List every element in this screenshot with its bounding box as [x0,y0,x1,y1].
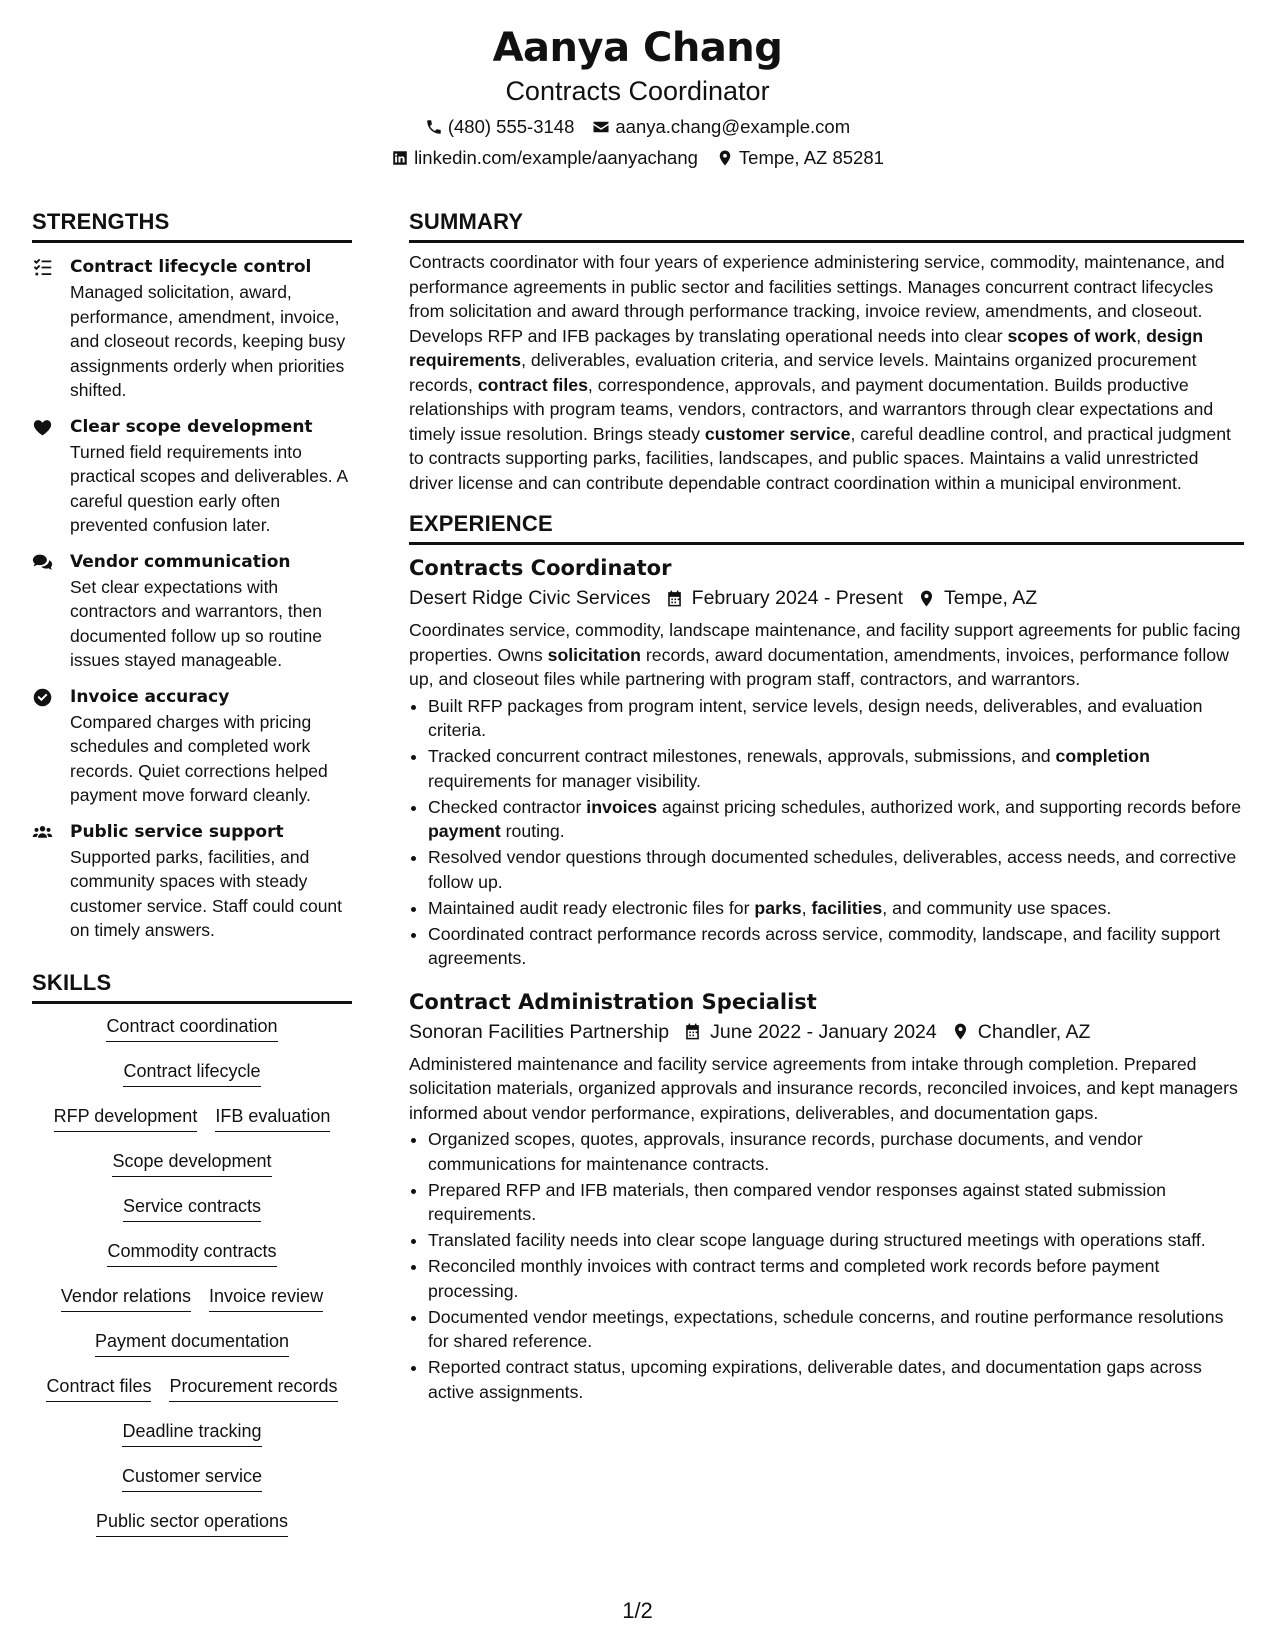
job-title: Contracts Coordinator [409,556,672,580]
job-location [917,583,1037,613]
skill-row [112,1149,271,1194]
list-item: • Built RFP packages from program intent, service levels, design needs, deliverables, and evaluation criteria. [428,694,1244,743]
linkedin-icon [391,149,409,167]
skill-row [96,1509,288,1554]
skill-tag: Procurement records [169,1374,337,1402]
email-contact[interactable] [592,114,850,140]
strengths-heading: STRENGTHS [32,208,352,243]
phone-contact[interactable] [425,114,575,140]
job-entry [409,553,1244,971]
resume-header [0,22,1275,171]
map-pin-icon [917,589,936,608]
skill-row [122,1464,262,1509]
map-pin-icon [716,149,734,167]
job-dates-text: February 2024 - Present [691,587,904,609]
list-item: • Reported contract status, upcoming expirations, deliverable dates, and documentation gaps across active assignments. [428,1355,1244,1404]
skill-row [123,1059,260,1104]
emphasis-text: facilities [811,897,883,918]
skill-tag: Scope development [112,1149,271,1177]
strength-desc: Set clear expectations with contractors and warrantors, then documented follow up so routine issues stayed manageable. [70,576,322,670]
job-bullets [409,1127,1244,1404]
job-entry [409,987,1244,1405]
skill-tag: Contract coordination [106,1014,277,1042]
skill-tag: Vendor relations [61,1284,191,1312]
list-check-icon [32,257,53,278]
job-location [951,1017,1091,1047]
list-item: • Coordinated contract performance records across service, commodity, landscape, and facility support agreements. [428,922,1244,971]
job-location-text: Chandler, AZ [977,1020,1091,1043]
skill-tag: Payment documentation [95,1329,289,1357]
strength-item [32,255,352,403]
emphasis-text: payment [428,821,501,841]
envelope-icon [592,118,610,136]
phone-text: (480) 555-3148 [447,116,575,137]
strength-title: Vendor communication [70,551,291,572]
list-item: • Resolved vendor questions through documented schedules, deliverables, access needs, and corrective follow up. [428,845,1244,894]
strength-desc: Turned field requirements into practical scopes and deliverables. A careful question early often prevented confusion later. [70,441,348,535]
list-item: • Organized scopes, quotes, approvals, insurance records, purchase documents, and vendor communications for maintenance contracts. [428,1127,1244,1176]
skill-row [95,1329,289,1374]
emphasis-text: design requirements [409,325,1204,370]
emphasis-text: solicitation [547,644,641,665]
job-dates [683,1017,937,1047]
skills-heading: SKILLS [32,969,352,1004]
job-dates [665,583,903,613]
strength-title: Public service support [70,821,284,842]
email-text: aanya.chang@example.com [615,116,851,137]
skill-row [123,1194,261,1239]
emphasis-text: completion [1055,746,1150,766]
skill-tag: Public sector operations [96,1509,288,1537]
list-item: • Tracked concurrent contract milestones, renewals, approvals, submissions, and completion requirements for manager visibility. [428,744,1244,793]
skill-tag: IFB evaluation [215,1104,330,1132]
strength-item [32,550,352,673]
skill-tag: Contract files [46,1374,151,1402]
strength-title: Invoice accuracy [70,686,230,707]
check-circle-icon [32,687,53,708]
skill-row [61,1284,323,1329]
linkedin-contact[interactable] [391,145,698,171]
calendar-icon [683,1022,702,1041]
skill-tag: Service contracts [123,1194,261,1222]
job-meta [409,583,1244,613]
linkedin-text: linkedin.com/example/aanyachang [414,147,698,168]
experience-heading: EXPERIENCE [409,510,1244,545]
list-item: • Prepared RFP and IFB materials, then compared vendor responses against stated submission requirements. [428,1178,1244,1227]
job-bullets [409,694,1244,971]
emphasis-text: invoices [586,796,658,817]
job-dates-text: June 2022 - January 2024 [710,1020,937,1043]
left-column [32,208,352,1554]
company-name: Sonoran Facilities Partnership [409,1020,670,1043]
skill-row [106,1014,277,1059]
phone-icon [425,118,443,136]
job-description: Coordinates service, commodity, landscape maintenance, and facility support agreements for public facing properties. Owns solicitation records, award documentation, amendments, invoices, performance follow up, and closeout files while partnering with program staff, contractors, and warrantors. [409,620,1241,689]
strength-item [32,685,352,808]
candidate-title: Contracts Coordinator [505,76,770,106]
experience-list [409,553,1244,1404]
strength-desc: Managed solicitation, award, performance, amendment, invoice, and closeout records, keeping busy assignments orderly when priorities shifted. [70,282,346,400]
location-text: Tempe, AZ 85281 [738,147,884,168]
emphasis-text: customer service [704,423,851,444]
emphasis-text: contract files [477,374,588,395]
job-meta [409,1017,1244,1047]
strengths-list [32,255,352,943]
list-item: • Translated facility needs into clear scope language during structured meetings with operations staff. [428,1228,1244,1253]
job-location-text: Tempe, AZ [944,587,1038,609]
skill-tag: Deadline tracking [122,1419,261,1447]
job-description: Administered maintenance and facility service agreements from intake through completion. Prepared solicitation materials, organized approvals and insurance records, reconciled invoices, and kept managers informed about vendor performance, expirations, deliverables, and documentation gaps. [409,1053,1238,1123]
skill-tag: Invoice review [209,1284,323,1312]
heart-icon [32,417,53,438]
skill-tag: RFP development [54,1104,198,1132]
strength-desc: Compared charges with pricing schedules and completed work records. Quiet corrections helped payment move forward cleanly. [70,711,328,805]
skill-row [54,1104,331,1149]
contact-row-1 [0,114,1275,140]
map-pin-icon [951,1022,970,1041]
strength-title: Clear scope development [70,416,313,437]
comments-icon [32,552,53,573]
users-icon [32,822,53,843]
skill-row [107,1239,276,1284]
calendar-icon [665,589,684,608]
summary-text: Contracts coordinator with four years of experience administering service, commodity, maintenance, and performance agreements in public sector and facilities settings. Manages concurrent contract lifecycles from solicitation and award through performance tracking, invoice review, amendments, and closeout. Develops RFP and IFB packages by translating operational needs into clear scopes of work, design requirements, deliverables, evaluation criteria, and service levels. Maintains organized procurement records, contract files, correspondence, approvals, and payment documentation. Builds productive relationships with program teams, vendors, contractors, and warrantors through clear expectations and timely issue resolution. Brings steady customer service, careful deadline control, and practical judgment to contracts supporting parks, facilities, landscapes, and public spaces. Maintains a valid unrestricted driver license and can contribute dependable contract coordination within a municipal environment. [409,252,1231,493]
skill-tag: Customer service [122,1464,262,1492]
strength-item [32,820,352,943]
company-name: Desert Ridge Civic Services [409,587,651,609]
list-item: • Documented vendor meetings, expectations, schedule concerns, and routine performance resolutions for shared reference. [428,1305,1244,1354]
list-item: • Checked contractor invoices against pricing schedules, authorized work, and supporting records before payment routing. [428,795,1244,844]
strength-item [32,415,352,538]
skill-row [46,1374,337,1419]
summary-heading: SUMMARY [409,208,1244,243]
right-column [409,208,1244,1406]
location-contact [716,145,884,171]
page-number: 1/2 [622,1598,653,1623]
job-title: Contract Administration Specialist [409,989,817,1014]
list-item: • Maintained audit ready electronic files for parks, facilities, and community use spaces. [428,896,1244,921]
skills-list [32,1014,352,1554]
list-item: • Reconciled monthly invoices with contract terms and completed work records before payment processing. [428,1254,1244,1303]
skill-tag: Contract lifecycle [123,1059,260,1087]
contact-row-2 [0,145,1275,171]
emphasis-text: scopes of work [1007,325,1137,346]
skill-tag: Commodity contracts [107,1239,276,1267]
skill-row [122,1419,261,1464]
strength-title: Contract lifecycle control [70,257,312,277]
emphasis-text: parks [754,897,802,918]
strength-desc: Supported parks, facilities, and community spaces with steady customer service. Staff could count on timely answers. [70,846,343,940]
candidate-name: Aanya Chang [492,25,783,71]
